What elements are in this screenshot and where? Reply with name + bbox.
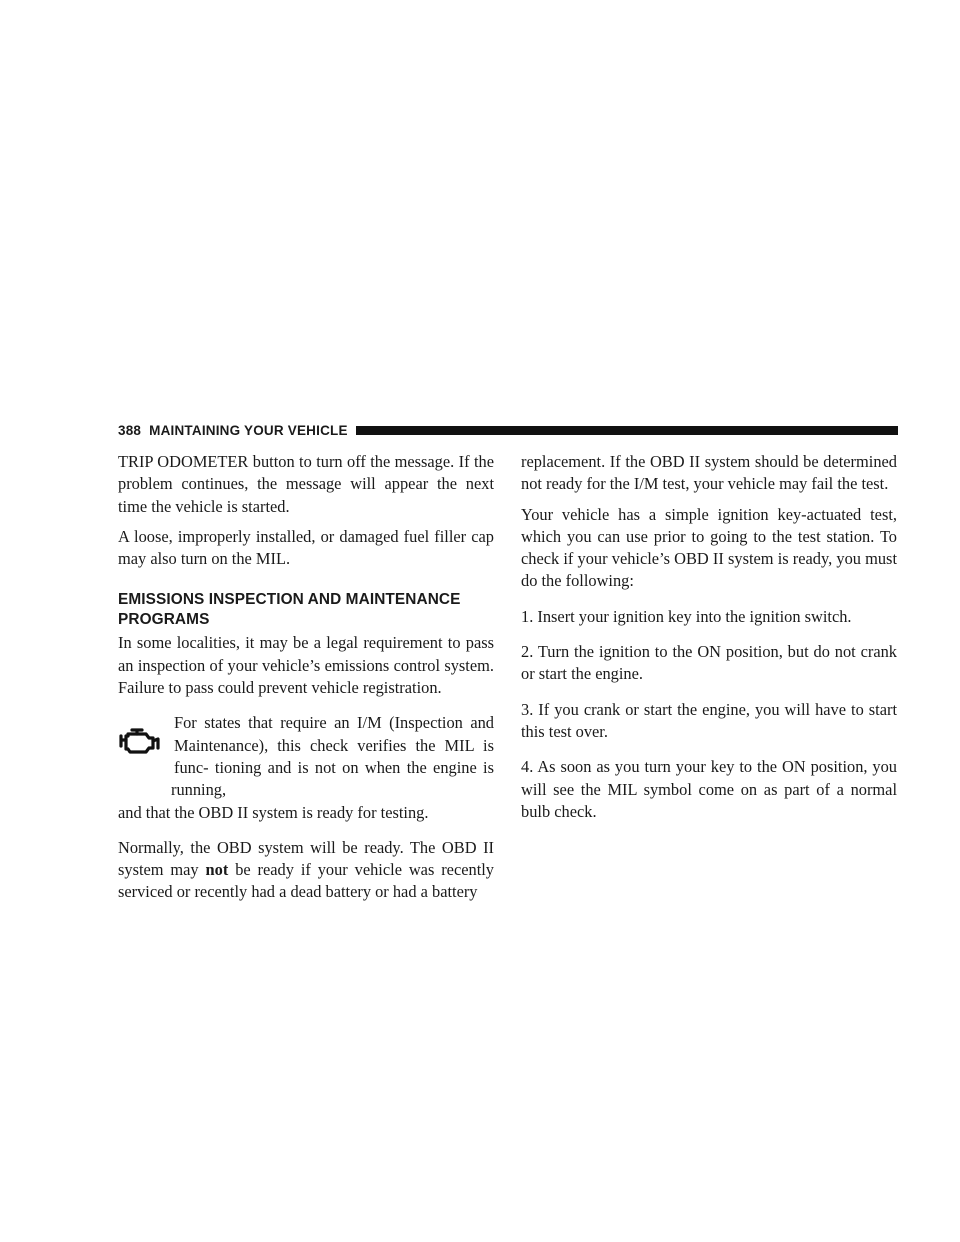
step-3: 3. If you crank or start the engine, you will have to start this test over. <box>521 699 897 741</box>
icon-paragraph <box>118 712 494 823</box>
check-engine-icon <box>118 722 162 762</box>
section-heading: EMISSIONS INSPECTION AND MAINTENANCE PROGRAMS <box>118 591 461 629</box>
paragraph: A loose, improperly installed, or damaged fuel filler cap may also turn on the MIL. <box>118 526 494 569</box>
section-title: MAINTAINING YOUR VEHICLE <box>149 422 348 438</box>
paragraph-continuation: and that the OBD II system is ready for testing. <box>118 802 429 822</box>
page-header <box>118 421 898 439</box>
step-2: 2. Turn the ignition to the ON position, but do not crank or start the engine. <box>521 642 897 684</box>
step-1: 1. Insert your ignition key into the ignition switch. <box>521 606 852 626</box>
paragraph: Your vehicle has a simple ignition key-actuated test, which you can use prior to going to the test station. To check if your vehicle’s OBD II system is ready, you must do the following: <box>521 504 897 591</box>
paragraph: In some localities, it may be a legal requirement to pass an inspection of your vehicle’s emissions control system. Failure to pass could prevent vehicle registration. <box>118 633 494 698</box>
left-column <box>118 451 494 917</box>
paragraph <box>118 837 494 904</box>
step-4: 4. As soon as you turn your key to the ON position, you will see the MIL symbol come on as part of a normal bulb check. <box>521 757 897 821</box>
header-rule <box>356 426 898 435</box>
right-column <box>521 451 897 836</box>
paragraph: replacement. If the OBD II system should be determined not ready for the I/M test, your vehicle may fail the test. <box>521 452 897 494</box>
paragraph-end: be ready if your vehicle was recently serviced or recently had a dead battery or had a battery <box>118 860 494 902</box>
emphasis-not: not <box>205 860 229 880</box>
page-number: 388 <box>118 422 142 438</box>
paragraph-start: Normally, the OBD system will be ready. The OBD II system may <box>118 837 494 880</box>
paragraph: TRIP ODOMETER button to turn off the message. If the problem continues, the message will appear the next time the vehicle is started. <box>118 452 494 516</box>
indented-text: For states that require an I/M (Inspection and Maintenance), this check verifies the MIL is func- tioning and is not on when the engine is running, <box>171 713 494 800</box>
